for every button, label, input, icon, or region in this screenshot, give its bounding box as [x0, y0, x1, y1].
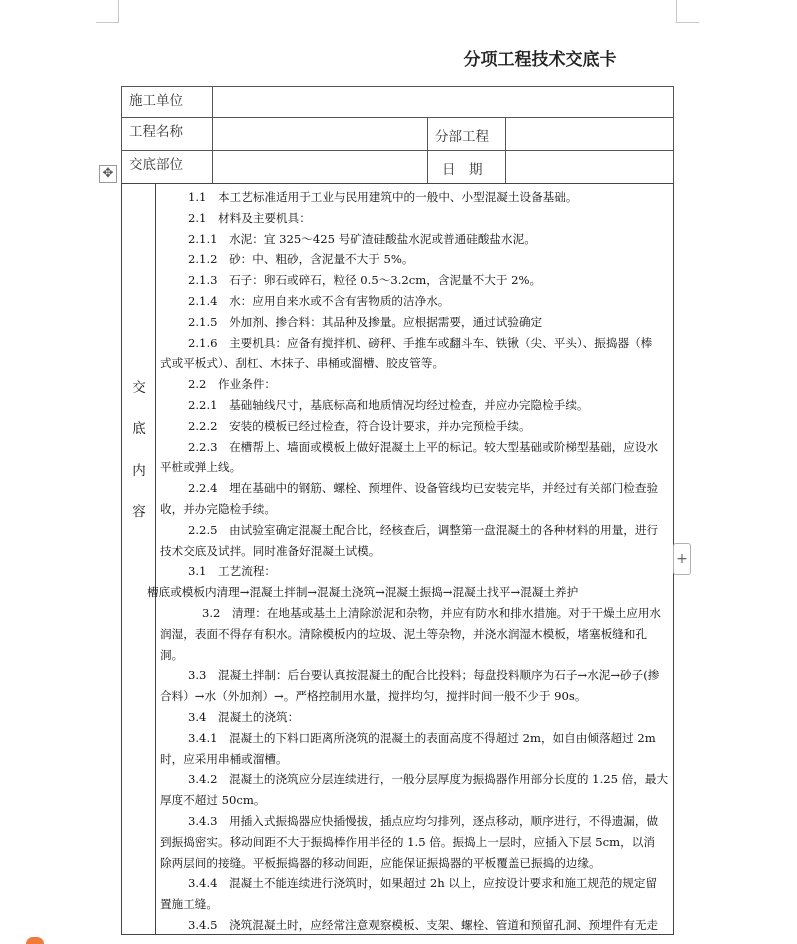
content-line: 合料）→水（外加剂）→。严格控制用水量，搅拌均匀，搅拌时间一般不少于 90s。 — [160, 689, 587, 704]
content-line-process-flow: 槽底或模板内清理→混凝土拌制→混凝土浇筑→混凝土振捣→混凝土找平→混凝土养护 — [147, 585, 579, 600]
content-line: 3.3 混凝土拌制：后台要认真按混凝土的配合比投料；每盘投料顺序为石子→水泥→砂子(掺 — [188, 668, 660, 683]
content-line: 收，并办完隐检手续。 — [160, 501, 276, 516]
project-name-label: 工程名称 — [129, 124, 183, 140]
side-label-char: 底 — [132, 421, 146, 437]
subproject-value-cell[interactable] — [505, 118, 673, 150]
content-line: 2.2 作业条件： — [188, 377, 277, 392]
content-line: 2.1 材料及主要机具： — [188, 210, 311, 225]
content-line: 洞。 — [160, 647, 184, 662]
content-line: 2.1.1 水泥：宜 325～425 号矿渣硅酸盐水泥或普通硅酸盐水泥。 — [188, 231, 536, 246]
content-line: 2.2.4 埋在基础中的钢筋、螺栓、预埋件、设备管线均已安装完毕，并经过有关部门检查验 — [188, 481, 659, 496]
header-row-project-name — [121, 117, 674, 151]
content-line: 到振捣密实。移动间距不大于振捣棒作用半径的 1.5 倍。振捣上一层时，应插入下层 5cm，以消 — [160, 834, 655, 849]
content-line: 2.1.6 主要机具：应备有搅拌机、磅秤、手推车或翻斗车、铁锹（尖、平头）、振捣器（棒 — [188, 335, 653, 350]
content-line: 式或平板式）、刮杠、木抹子、串桶或溜槽、胶皮管等。 — [160, 356, 445, 371]
content-line: 3.4.5 浇筑混凝土时，应经常注意观察模板、支架、螺栓、管道和预留孔洞、预埋件有无走 — [188, 917, 659, 932]
content-line: 1.1 本工艺标准适用于工业与民用建筑中的一般中、小型混凝土设备基础。 — [188, 190, 578, 204]
content-line: 2.1.5 外加剂、掺合料：其品种及掺量。应根据需要，通过试验确定 — [188, 314, 543, 329]
content-line: 2.2.3 在槽帮上、墙面或模板上做好混凝土上平的标记。较大型基础或阶梯型基础，应设水 — [188, 439, 659, 454]
content-line: 润湿，表面不得存有积水。清除模板内的垃圾、泥土等杂物，并浇水润湿木模板，堵塞板缝和孔 — [160, 626, 647, 641]
date-value-cell[interactable] — [505, 151, 673, 183]
header-row-handover-part — [121, 150, 674, 184]
page-corner-top-right — [676, 0, 699, 23]
content-line: 厚度不超过 50cm。 — [160, 793, 266, 808]
project-name-value-cell[interactable] — [212, 118, 427, 150]
side-label-char: 内 — [132, 463, 146, 479]
orange-marker-icon — [26, 937, 44, 944]
content-line: 3.4.2 混凝土的浇筑应分层连续进行，一般分层厚度为振捣器作用部分长度的 1.25 倍，最大 — [188, 772, 669, 787]
content-line: 2.1.4 水：应用自来水或不含有害物质的洁净水。 — [188, 293, 450, 308]
table-move-handle-icon[interactable]: ✥ — [99, 165, 117, 183]
date-label-cell — [427, 151, 505, 183]
handover-content-label-cell — [122, 184, 156, 934]
header-row-construction-unit — [121, 86, 674, 118]
date-label: 日 期 — [442, 162, 483, 178]
content-line: 除两层间的接缝。平板振捣器的移动间距，应能保证振捣器的平板覆盖已振捣的边缘。 — [160, 855, 601, 870]
content-line: 3.4.1 混凝土的下料口距离所浇筑的混凝土的表面高度不得超过 2m，如自由倾落超过 2m — [188, 730, 656, 745]
content-line: 时，应采用串桶或溜槽。 — [160, 751, 288, 766]
side-label-char: 容 — [132, 504, 146, 520]
content-line: 3.4 混凝土的浇筑： — [188, 709, 300, 724]
content-line: 2.1.2 砂：中、粗砂，含泥量不大于 5%。 — [188, 252, 414, 267]
content-line: 3.4.3 用插入式振捣器应快插慢拔，插点应均匀排列，逐点移动，顺序进行，不得遗漏，做 — [188, 813, 659, 828]
content-line: 3.1 工艺流程： — [188, 564, 277, 579]
content-line: 技术交底及试拌。同时准备好混凝土试模。 — [160, 543, 381, 558]
content-line: 2.2.2 安装的模板已经过检查，符合设计要求，并办完预检手续。 — [188, 418, 531, 433]
subproject-label: 分部工程 — [435, 129, 489, 145]
content-line: 2.1.3 石子：卵石或碎石，粒径 0.5～3.2cm，含泥量不大于 2%。 — [188, 273, 542, 288]
subproject-label-cell — [427, 118, 505, 150]
construction-unit-value-cell[interactable] — [212, 87, 673, 117]
side-label-char: 交 — [132, 380, 146, 396]
construction-unit-label: 施工单位 — [129, 93, 183, 109]
content-line: 2.2.1 基础轴线尺寸，基底标高和地质情况均经过检查，并应办完隐检手续。 — [188, 397, 589, 412]
handover-content-text[interactable] — [147, 187, 669, 935]
handover-part-value-cell[interactable] — [212, 151, 427, 183]
handover-part-label: 交底部位 — [129, 157, 183, 173]
content-line: 2.2.5 由试验室确定混凝土配合比，经核查后，调整第一盘混凝土的各种材料的用量，进行 — [188, 522, 659, 537]
document-title: 分项工程技术交底卡 — [463, 50, 617, 70]
content-line: 平桩或弹上线。 — [160, 460, 242, 475]
page-corner-top-left — [96, 0, 119, 23]
add-row-plus-icon[interactable]: + — [673, 543, 691, 575]
content-line: 3.2 清理：在地基或基土上清除淤泥和杂物，并应有防水和排水措施。对于干燥土应用水 — [202, 605, 662, 620]
content-line: 3.4.4 混凝土不能连续进行浇筑时，如果超过 2h 以上，应按设计要求和施工规范的规定留 — [188, 876, 658, 891]
content-line: 置施工缝。 — [160, 897, 218, 912]
handover-content-table — [121, 183, 674, 935]
